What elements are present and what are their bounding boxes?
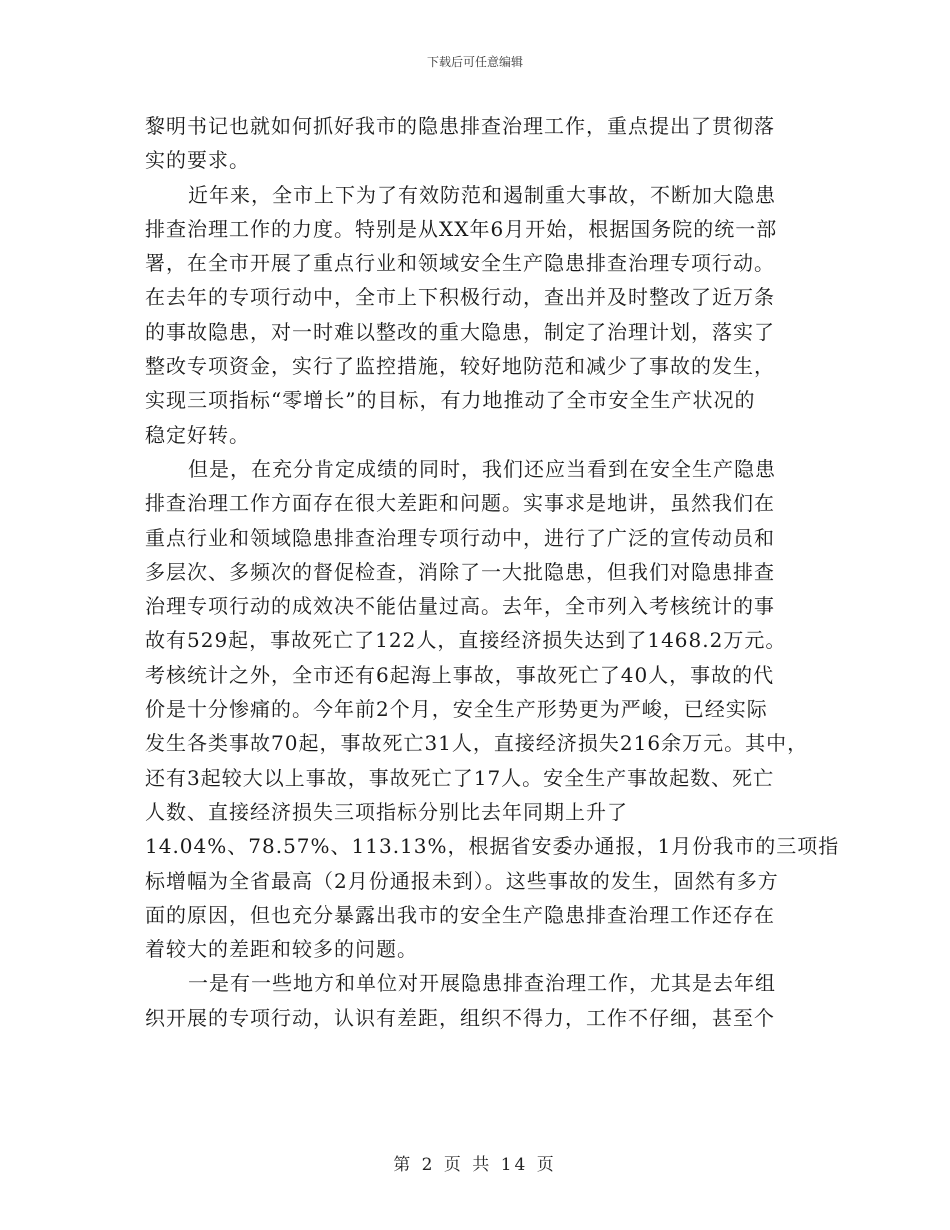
paragraph-1 [145,109,835,178]
text-line: 排查治理工作的力度。特别是从XX年6月开始，根据国务院的统一部 [145,216,778,241]
text-line: 近年来，全市上下为了有效防范和遏制重大事故，不断加大隐患 [188,182,776,207]
text-line: 发生各类事故70起，事故死亡31人，直接经济损失216余万元。其中， [145,731,809,756]
text-line: 排查治理工作方面存在很大差距和问题。实事求是地讲，虽然我们在 [145,491,775,516]
paragraph-3 [145,452,840,966]
text-line: 多层次、多频次的督促检查，消除了一大批隐患，但我们对隐患排查 [145,559,775,584]
page-header: 下载后可任意编辑 [426,55,523,69]
text-line: 实现三项指标“零增长”的目标，有力地推动了全市安全生产状况的 [145,388,756,413]
text-line: 的事故隐患，对一时难以整改的重大隐患，制定了治理计划，落实了 [145,319,775,344]
text-line: 人数、直接经济损失三项指标分别比去年同期上升了 [145,799,628,824]
text-line: 面的原因，但也充分暴露出我市的安全生产隐患排查治理工作还存在 [145,902,775,927]
text-line: 整改专项资金，实行了监控措施，较好地防范和减少了事故的发生， [145,354,775,379]
text-line: 还有3起较大以上事故，事故死亡了17人。安全生产事故起数、死亡 [145,765,775,790]
text-line: 在去年的专项行动中，全市上下积极行动，查出并及时整改了近万条 [145,285,775,310]
text-line: 着较大的差距和较多的问题。 [145,937,418,962]
text-line: 署，在全市开展了重点行业和领域安全生产隐患排查治理专项行动。 [145,251,775,276]
text-line: 治理专项行动的成效决不能估量过高。去年，全市列入考核统计的事 [145,594,775,619]
text-line: 考核统计之外，全市还有6起海上事故，事故死亡了40人，事故的代 [145,662,775,687]
text-line: 但是，在充分肯定成绩的同时，我们还应当看到在安全生产隐患 [188,456,776,481]
text-line: 稳定好转。 [145,422,250,447]
text-line: 故有529起，事故死亡了122人，直接经济损失达到了1468.2万元。 [145,628,787,653]
page-number-footer: 第 2 页 共 14 页 [393,1155,557,1175]
text-line: 织开展的专项行动，认识有差距，组织不得力，工作不仔细，甚至个 [145,1005,775,1030]
paragraph-4 [145,966,835,1035]
paragraph-2 [145,178,835,452]
text-line: 14.04%、78.57%、113.13%，根据省安委办通报，1月份我市的三项指 [145,834,840,859]
text-line: 一是有一些地方和单位对开展隐患排查治理工作，尤其是去年组 [188,971,776,996]
text-line: 黎明书记也就如何抓好我市的隐患排查治理工作，重点提出了贯彻落 [145,114,775,138]
text-line: 实的要求。 [145,148,250,173]
document-body [145,109,840,1035]
text-line: 价是十分惨痛的。今年前2个月，安全生产形势更为严峻，已经实际 [145,697,768,722]
text-line: 重点行业和领域隐患排查治理专项行动中，进行了广泛的宣传动员和 [145,525,775,550]
text-line: 标增幅为全省最高（2月份通报未到）。这些事故的发生，固然有多方 [145,868,779,893]
